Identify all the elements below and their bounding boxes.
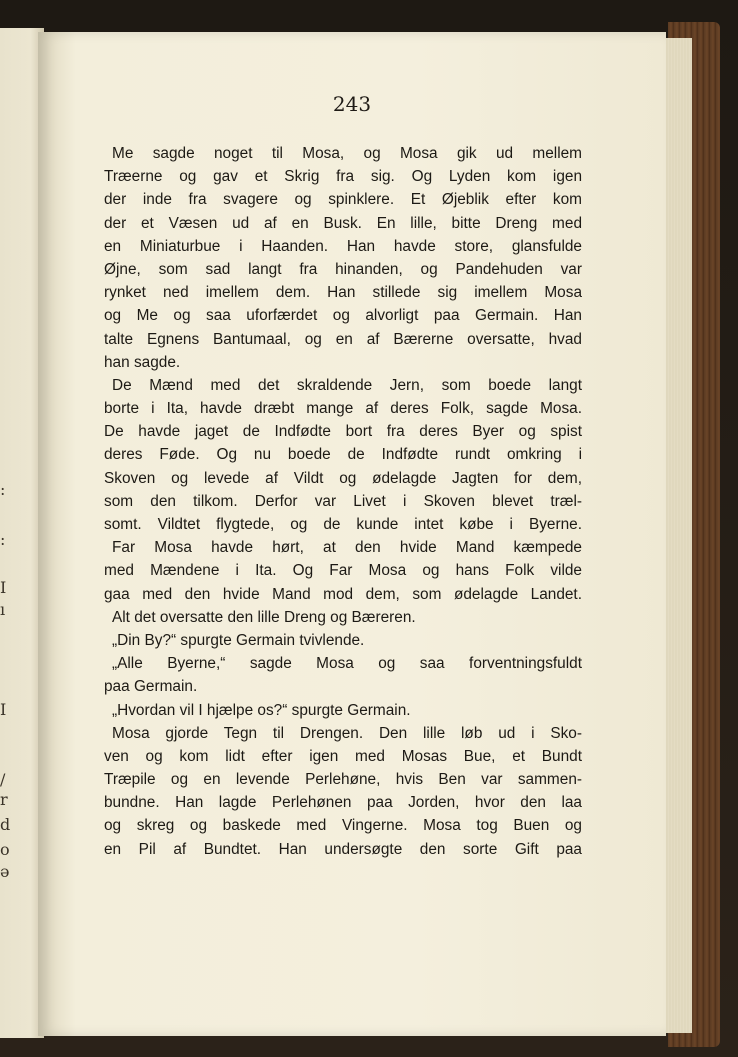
text-line: Mosa gjorde Tegn til Drengen. Den lille løb ud i Sko-: [112, 724, 582, 742]
page-number: 243: [332, 92, 372, 116]
text-line: deres Føde. Og nu boede de Indfødte rundt omkring i: [104, 446, 582, 464]
margin-fragment: :: [0, 530, 6, 549]
text-line: „Din By?“ spurgte Germain tvivlende.: [112, 631, 365, 649]
margin-fragment: ı: [0, 600, 6, 619]
text-line: bundne. Han lagde Perlehønen paa Jorden, hvor den laa: [104, 794, 582, 812]
margin-fragment: d: [0, 815, 11, 834]
text-line: Far Mosa havde hørt, at den hvide Mand kæmpede: [112, 539, 582, 557]
text-line: en Miniaturbue i Haanden. Han havde store, glansfulde: [104, 237, 582, 255]
text-line: der et Væsen ud af en Busk. En lille, bitte Dreng med: [104, 214, 582, 232]
text-line: talte Egnens Bantumaal, og en af Bærerne oversatte, hvad: [104, 330, 582, 348]
text-line: De Mænd med det skraldende Jern, som boede langt: [112, 376, 582, 394]
page-stack-edge: [664, 38, 692, 1033]
text-line: somt. Vildtet flygtede, og de kunde intet købe i Byerne.: [104, 516, 582, 533]
margin-fragment: I: [0, 578, 7, 597]
text-line: der inde fra svagere og spinklere. Et Øjeblik efter kom: [104, 191, 582, 209]
margin-fragment: ə: [0, 862, 10, 881]
text-line: paa Germain.: [104, 678, 198, 696]
margin-fragment: /: [0, 770, 6, 789]
text-line: gaa med den hvide Mand mod dem, som ødelagde Landet.: [104, 585, 582, 603]
text-line: en Pil af Bundtet. Han undersøgte den sorte Gift paa: [104, 840, 582, 858]
text-line: og Me og saa uforfærdet og alvorligt paa Germain. Han: [104, 307, 582, 325]
margin-fragment: o: [0, 840, 10, 859]
text-line: De havde jaget de Indfødte bort fra deres Byer og spist: [104, 423, 582, 441]
text-line: Skoven og levede af Vildt og ødelagde Jagten for dem,: [104, 469, 582, 487]
text-line: ven og kom lidt efter igen med Mosas Bue, et Bundt: [104, 747, 582, 765]
text-line: som den tilkom. Derfor var Livet i Skoven blevet træl-: [104, 492, 582, 510]
text-line: Alt det oversatte den lille Dreng og Bæreren.: [112, 608, 416, 626]
text-line: med Mændene i Ita. Og Far Mosa og hans Folk vilde: [104, 562, 582, 580]
text-line: han sagde.: [104, 353, 181, 371]
text-line: rynket ned imellem dem. Han stillede sig imellem Mosa: [104, 284, 582, 302]
margin-fragment: r: [0, 790, 8, 809]
text-line: Øjne, som sad langt fra hinanden, og Pandehuden var: [104, 260, 582, 278]
margin-fragment: I: [0, 700, 7, 719]
text-line: og skreg og baskede med Vingerne. Mosa tog Buen og: [104, 817, 582, 835]
text-line: „Alle Byerne,“ sagde Mosa og saa forventningsfuldt: [112, 655, 582, 673]
text-line: „Hvordan vil I hjælpe os?“ spurgte Germain.: [112, 701, 411, 719]
book-page: [38, 32, 666, 1036]
text-line: Træpile og en levende Perlehøne, hvis Ben var sammen-: [104, 771, 582, 789]
text-line: Træerne og gav et Skrig fra sig. Og Lyden kom igen: [104, 168, 582, 186]
text-line: Me sagde noget til Mosa, og Mosa gik ud mellem: [112, 145, 582, 162]
text-line: borte i Ita, havde dræbt mange af deres Folk, sagde Mosa.: [104, 400, 582, 418]
body-text: [104, 142, 582, 861]
margin-fragment: :: [0, 480, 6, 499]
